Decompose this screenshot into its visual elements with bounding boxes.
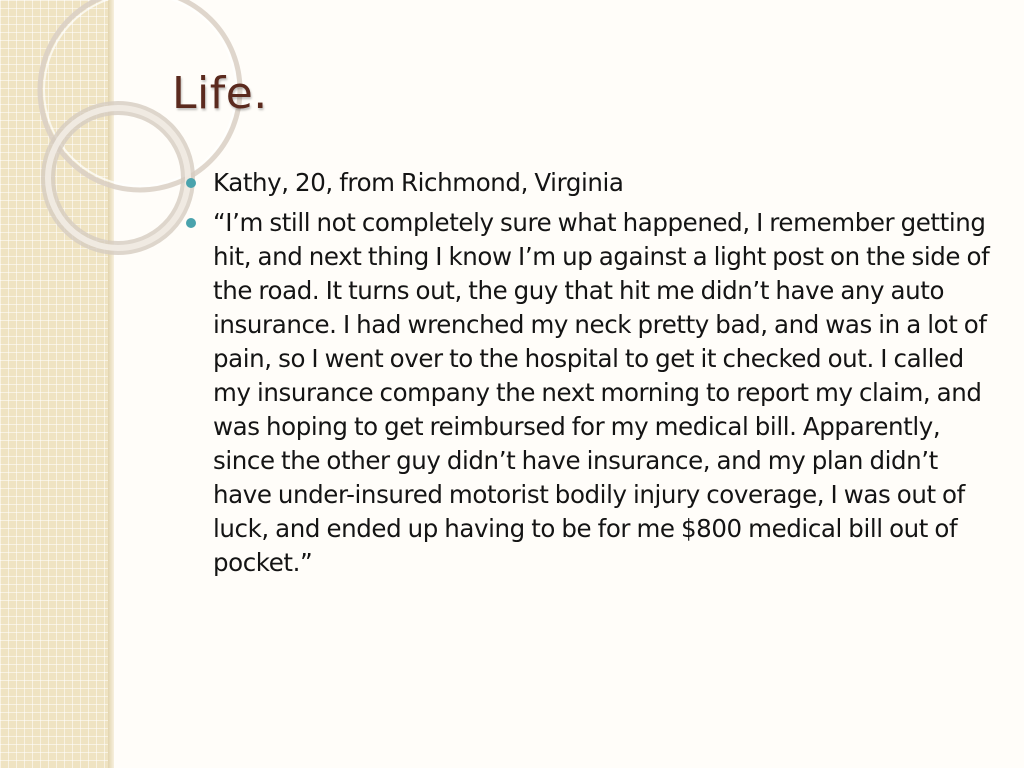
- bullet-dot-icon: [186, 178, 196, 188]
- bullet-dot-icon: [186, 218, 196, 228]
- slide-title: Life.: [172, 68, 268, 119]
- strip-edge: [108, 0, 114, 768]
- bullet-text: Kathy, 20, from Richmond, Virginia: [213, 168, 624, 197]
- bullet-list: [186, 166, 998, 586]
- bullet-item-quote: [186, 206, 998, 580]
- decorative-grid-strip: [0, 0, 112, 768]
- bullet-text: “I’m still not completely sure what happened, I remember getting hit, and next thing I know I’m up against a light post on the side of the road. It turns out, the guy that hit me didn’t have any auto insurance. I had wrenched my neck pretty bad, and was in a lot of pain, so I went over to the hospital to get it checked out. I called my insurance company the next morning to report my claim, and was hoping to get reimbursed for my medical bill. Apparently, since the other guy didn’t have insurance, and my plan didn’t have under-insured motorist bodily injury coverage, I was out of luck, and ended up having to be for me $800 medical bill out of pocket.”: [213, 208, 990, 577]
- bullet-item-speaker: [186, 166, 998, 200]
